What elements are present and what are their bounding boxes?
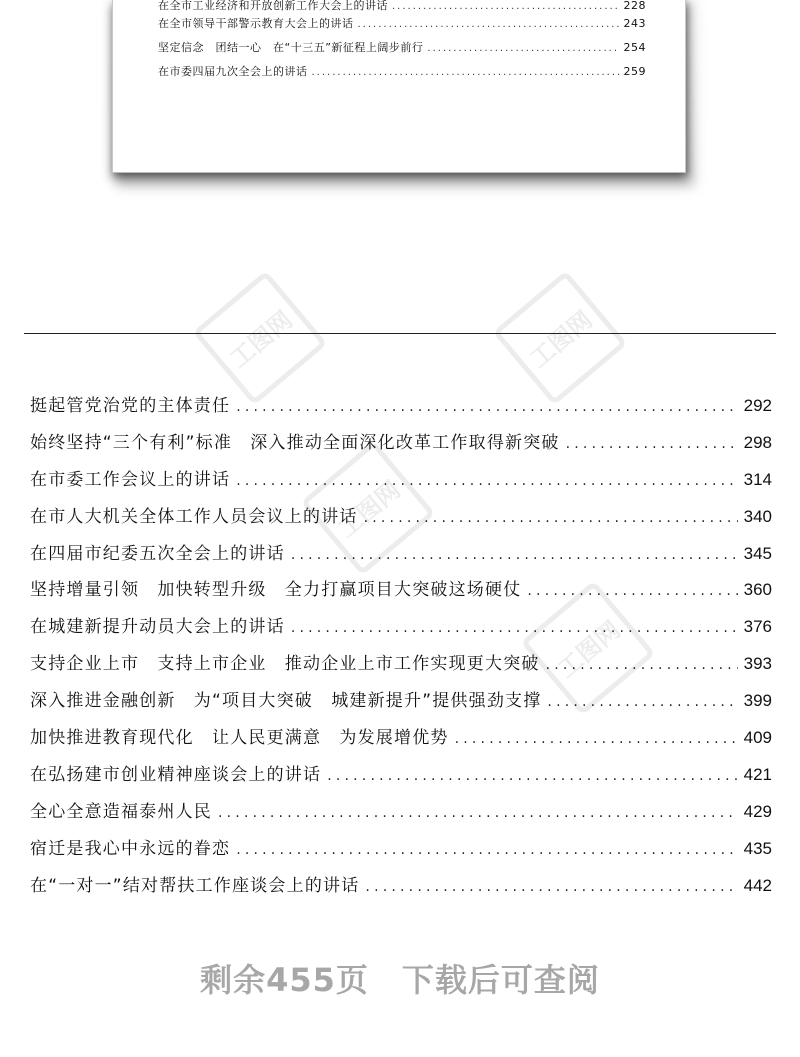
- toc-entry-title: 深入推进金融创新 为“项目大突破 城建新提升”提供强劲支撑: [30, 691, 542, 712]
- toc-entry[interactable]: [30, 797, 772, 834]
- table-of-contents: [30, 391, 772, 907]
- toc-entry-page: 298: [743, 432, 772, 452]
- toc-entry-page: 435: [743, 838, 772, 858]
- toc-entry-page: 243: [623, 17, 646, 30]
- section-divider: [24, 333, 776, 334]
- toc-entry[interactable]: [30, 391, 772, 428]
- toc-entry-page: 376: [743, 617, 772, 637]
- toc-leader-dots: [236, 473, 737, 489]
- toc-entry-title: 始终坚持“三个有利”标准 深入推动全面深化改革工作取得新突破: [30, 432, 560, 453]
- toc-entry-page: 340: [743, 506, 772, 526]
- toc-leader-dots: [365, 879, 737, 895]
- toc-entry-page: 292: [743, 396, 772, 415]
- watermark-logo: [492, 270, 627, 405]
- remaining-pages-notice: 剩余455页 下载后可查阅: [200, 961, 600, 999]
- toc-entry-title: 挺起管党治党的主体责任: [30, 396, 231, 416]
- toc-entry-title: 在市人大机关全体工作人员会议上的讲话: [30, 506, 358, 527]
- toc-leader-dots: [364, 510, 738, 526]
- toc-entry-title: 加快推进教育现代化 让人民更满意 为发展增优势: [30, 728, 449, 749]
- toc-leader-dots: [291, 547, 738, 563]
- previous-page-card: [112, 0, 686, 173]
- toc-entry-page: 228: [623, 0, 646, 12]
- toc-entry[interactable]: [30, 834, 772, 871]
- toc-entry[interactable]: [158, 15, 646, 39]
- toc-entry-title: 在城建新提升动员大会上的讲话: [30, 617, 285, 638]
- toc-leader-dots: [236, 842, 737, 858]
- toc-entry[interactable]: [30, 465, 772, 502]
- toc-entry[interactable]: [30, 539, 772, 576]
- toc-leader-dots: [218, 805, 738, 821]
- toc-entry-title: 在四届市纪委五次全会上的讲话: [30, 543, 285, 564]
- watermark-text: 工图网: [524, 305, 598, 374]
- toc-entry[interactable]: [30, 612, 772, 649]
- toc-leader-dots: [566, 436, 738, 452]
- watermark-text: 工图网: [552, 615, 626, 684]
- toc-entry-title: 在市委工作会议上的讲话: [30, 469, 231, 490]
- toc-entry-page: 421: [743, 764, 772, 784]
- toc-leader-dots: [291, 620, 738, 636]
- toc-entry-page: 314: [743, 469, 772, 489]
- toc-entry-page: 360: [743, 580, 772, 600]
- toc-entry-page: 259: [623, 65, 646, 78]
- toc-entry[interactable]: [30, 575, 772, 612]
- toc-entry-title: 在弘扬建市创业精神座谈会上的讲话: [30, 764, 322, 785]
- toc-leader-dots: [455, 731, 738, 747]
- toc-leader-dots: [392, 1, 620, 12]
- toc-entry-title: 在市委四届九次全会上的讲话: [158, 65, 308, 78]
- toc-entry[interactable]: [158, 39, 646, 63]
- toc-entry[interactable]: [30, 502, 772, 539]
- watermark-text: 工图网: [224, 305, 298, 374]
- toc-leader-dots: [547, 694, 737, 710]
- toc-entry[interactable]: [158, 63, 646, 87]
- toc-entry-title: 坚定信念 团结一心 在“十三五”新征程上阔步前行: [158, 41, 424, 54]
- toc-entry-page: 399: [743, 691, 772, 711]
- toc-entry[interactable]: [30, 686, 772, 723]
- toc-entry[interactable]: [30, 760, 772, 797]
- toc-leader-dots: [327, 768, 737, 784]
- toc-entry-page: 393: [743, 654, 772, 674]
- toc-leader-dots: [527, 583, 737, 599]
- watermark-logo: [192, 270, 327, 405]
- toc-entry-page: 254: [623, 41, 646, 54]
- toc-entry-page: 429: [743, 801, 772, 821]
- toc-leader-dots: [358, 19, 620, 30]
- toc-leader-dots: [312, 67, 620, 78]
- toc-entry-title: 全心全意造福泰州人民: [30, 801, 212, 822]
- toc-leader-dots: [427, 43, 619, 54]
- toc-entry-title: 坚持增量引领 加快转型升级 全力打赢项目大突破这场硬仗: [30, 580, 522, 601]
- toc-leader-dots: [546, 657, 738, 673]
- toc-entry-page: 442: [743, 875, 772, 895]
- toc-entry[interactable]: [30, 871, 772, 908]
- toc-entry-title: 在“一对一”结对帮扶工作座谈会上的讲话: [30, 875, 360, 896]
- toc-entry-title: 在全市工业经济和开放创新工作大会上的讲话: [158, 0, 388, 12]
- toc-entry-title: 在全市领导干部警示教育大会上的讲话: [158, 17, 354, 30]
- toc-entry-page: 345: [743, 543, 772, 563]
- toc-entry[interactable]: [30, 723, 772, 760]
- toc-entry-title: 宿迁是我心中永远的眷恋: [30, 838, 231, 859]
- previous-page-toc: [158, 0, 646, 87]
- watermark-text: 工图网: [332, 475, 406, 544]
- toc-entry-title: 支持企业上市 支持上市企业 推动企业上市工作实现更大突破: [30, 654, 540, 675]
- toc-entry[interactable]: [158, 0, 646, 15]
- toc-entry[interactable]: [30, 649, 772, 686]
- toc-entry-page: 409: [743, 728, 772, 748]
- toc-entry[interactable]: [30, 428, 772, 465]
- toc-leader-dots: [236, 399, 737, 415]
